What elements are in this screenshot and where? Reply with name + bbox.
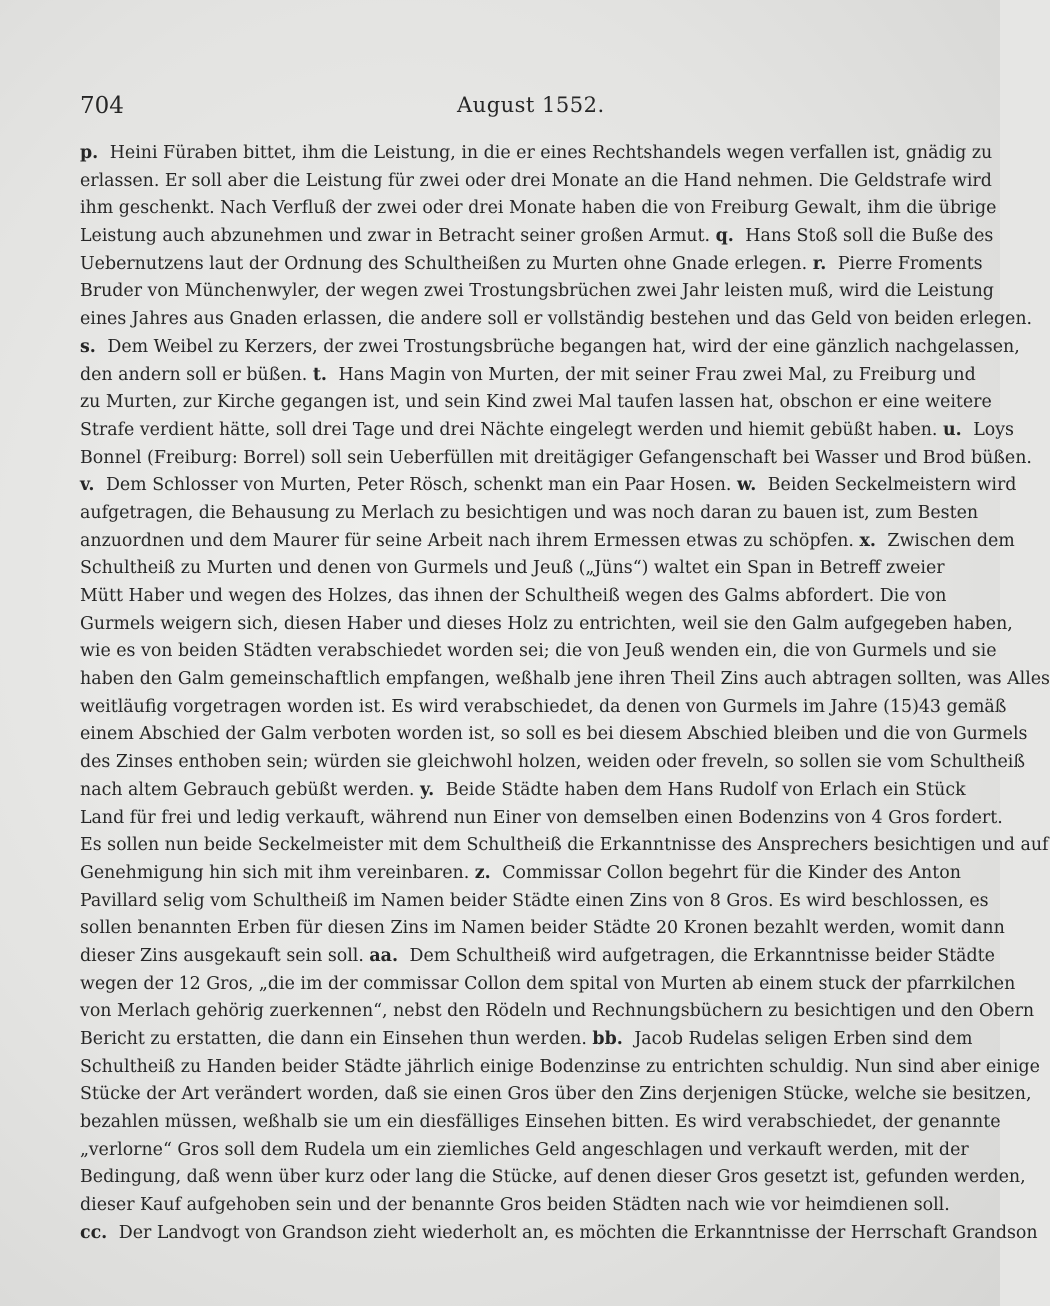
text-line: zu Murten, zur Kirche gegangen ist, und sein Kind zwei Mal taufen lassen hat, obschon er eine weitere	[80, 392, 992, 413]
item-label: p.	[80, 143, 99, 163]
text-line: Bericht zu erstatten, die dann ein Einsehen thun werden. bb. Jacob Rudelas seligen Erben sind dem	[80, 1029, 973, 1049]
text-line: dieser Kauf aufgehoben sein und der benannte Gros beiden Städten nach wie vor heimdienen soll.	[80, 1195, 950, 1216]
text-line: Bruder von Münchenwyler, der wegen zwei Trostungsbrüchen zwei Jahr leisten muß, wird die Leistung	[80, 281, 994, 302]
item-label: v.	[80, 475, 95, 496]
text-line: Genehmigung hin sich mit ihm vereinbaren. z. Commissar Collon begehrt für die Kinder des Anton	[80, 862, 961, 883]
page-number: 704	[80, 93, 124, 119]
item-label: y.	[420, 779, 435, 800]
text-line: Bonnel (Freiburg: Borrel) soll sein Ueberfüllen mit dreitägiger Gefangenschaft bei Wasser und Brod büßen.	[80, 447, 1032, 468]
text-line: Stücke der Art verändert worden, daß sie einen Gros über den Zins derjenigen Stücke, welche sie besitzen,	[80, 1084, 1032, 1105]
text-line: weitläufig vorgetragen worden ist. Es wird verabschiedet, da denen von Gurmels im Jahre (15)43 gemäß	[80, 696, 1007, 717]
text-line: nach altem Gebrauch gebüßt werden. y. Beide Städte haben dem Hans Rudolf von Erlach ein Stück	[80, 779, 966, 800]
text-line: v. Dem Schlosser von Murten, Peter Rösch, schenkt man ein Paar Hosen. w. Beiden Seckelmeistern wird	[80, 475, 1017, 496]
text-line: sollen benannten Erben für diesen Zins im Namen beider Städte 20 Kronen bezahlt werden, womit dann	[80, 918, 1005, 939]
item-label: t.	[312, 364, 327, 385]
running-title: August 1552.	[457, 93, 605, 117]
item-label: s.	[80, 336, 96, 357]
text-line: ihm geschenkt. Nach Verfluß der zwei oder drei Monate haben die von Freiburg Gewalt, ihm die übrige	[80, 198, 997, 219]
item-label: r.	[812, 253, 827, 274]
item-label: w.	[736, 475, 757, 496]
text-line: erlassen. Er soll aber die Leistung für zwei oder drei Monate an die Hand nehmen. Die Geldstrafe wird	[80, 170, 992, 191]
text-line: haben den Galm gemeinschaftlich empfangen, weßhalb jene ihren Theil Zins auch abtragen sollten, was Alles	[80, 669, 1050, 690]
item-label: bb.	[592, 1029, 623, 1049]
item-label: aa.	[369, 945, 398, 966]
item-label: x.	[859, 530, 876, 551]
text-line: Gurmels weigern sich, diesen Haber und dieses Holz zu entrichten, weil sie den Galm aufgegeben haben,	[80, 613, 1013, 634]
text-line: des Zinses enthoben sein; würden sie gleichwohl holzen, weiden oder freveln, so sollen sie vom Schultheiß	[80, 752, 1025, 773]
item-label: z.	[474, 862, 491, 883]
item-label: q.	[715, 226, 734, 247]
text-line: von Merlach gehörig zuerkennen“, nebst den Rödeln und Rechnungsbüchern zu besichtigen und den Obern	[80, 1001, 1035, 1022]
text-line: aufgetragen, die Behausung zu Merlach zu besichtigen und was noch daran zu bauen ist, zum Besten	[80, 502, 979, 523]
text-line: anzuordnen und dem Maurer für seine Arbeit nach ihrem Ermessen etwas zu schöpfen. x. Zwischen dem	[80, 530, 1015, 551]
text-line: wie es von beiden Städten verabschiedet worden sei; die von Jeuß wenden ein, die von Gurmels und sie	[80, 641, 997, 662]
text-line: Schultheiß zu Murten und denen von Gurmels und Jeuß („Jüns“) waltet ein Span in Betreff zweier	[80, 558, 945, 579]
text-line: p. Heini Füraben bittet, ihm die Leistung, in die er eines Rechtshandels wegen verfallen ist, gnädig zu	[80, 143, 993, 163]
text-line: Leistung auch abzunehmen und zwar in Betracht seiner großen Armut. q. Hans Stoß soll die Buße des	[80, 226, 994, 247]
text-line: cc. Der Landvogt von Grandson zieht wiederholt an, es möchten die Erkanntnisse der Herrschaft Grandson	[80, 1222, 1038, 1243]
text-line: dieser Zins ausgekauft sein soll. aa. Dem Schultheiß wird aufgetragen, die Erkanntnisse beider Städte	[80, 945, 995, 966]
item-label: u.	[942, 419, 962, 440]
text-line: Mütt Haber und wegen des Holzes, das ihnen der Schultheiß wegen des Galms abfordert. Die von	[80, 586, 947, 606]
body-text	[80, 140, 1050, 1248]
text-line: Land für frei und ledig verkauft, während nun Einer von demselben einen Bodenzins von 4 Gros fordert.	[80, 807, 1003, 828]
item-label: cc.	[80, 1222, 108, 1243]
text-line: „verlorne“ Gros soll dem Rudela um ein ziemliches Geld angeschlagen und verkauft werden, mit der	[80, 1139, 969, 1160]
text-line: Strafe verdient hätte, soll drei Tage und drei Nächte eingelegt werden und hiemit gebüßt haben. u. Loys	[80, 419, 1014, 440]
text-line: Es sollen nun beide Seckelmeister mit dem Schultheiß die Erkanntnisse des Ansprechers besichtigen und auf	[80, 835, 1049, 856]
text-line: Uebernutzens laut der Ordnung des Schultheißen zu Murten ohne Gnade erlegen. r. Pierre Froments	[80, 253, 983, 274]
text-line: Schultheiß zu Handen beider Städte jährlich einige Bodenzinse zu entrichten schuldig. Nun sind aber einige	[80, 1056, 1040, 1077]
page-header	[80, 93, 920, 123]
text-line: wegen der 12 Gros, „die im der commissar Collon dem spital von Murten ab einem stuck der pfarrkilchen	[80, 973, 1016, 994]
text-line: Pavillard selig vom Schultheiß im Namen beider Städte einen Zins von 8 Gros. Es wird beschlossen, es	[80, 890, 989, 911]
text-line: einem Abschied der Galm verboten worden ist, so soll es bei diesem Abschied bleiben und die von Gurmels	[80, 724, 1028, 745]
text-line: den andern soll er büßen. t. Hans Magin von Murten, der mit seiner Frau zwei Mal, zu Freiburg und	[80, 364, 976, 385]
text-line: eines Jahres aus Gnaden erlassen, die andere soll er vollständig bestehen und das Geld von beiden erlegen.	[80, 309, 1033, 330]
text-line: bezahlen müssen, weßhalb sie um ein diesfälliges Einsehen bitten. Es wird verabschiedet, der genannte	[80, 1112, 1001, 1133]
text-line: s. Dem Weibel zu Kerzers, der zwei Trostungsbrüche begangen hat, wird der eine gänzlich nachgelassen,	[80, 336, 1020, 357]
text-line: Bedingung, daß wenn über kurz oder lang die Stücke, auf denen dieser Gros gesetzt ist, gefunden werden,	[80, 1167, 1026, 1188]
